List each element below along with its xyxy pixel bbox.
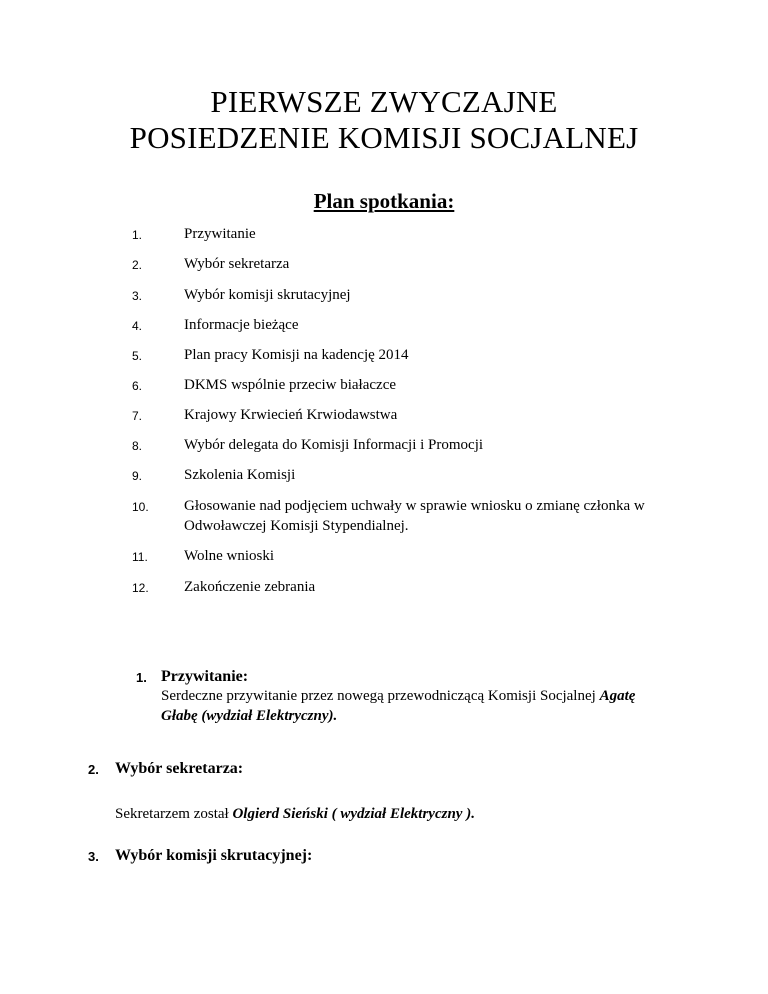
agenda-text: DKMS wspólnie przeciw białaczce [184,377,397,393]
agenda-number: 1. [132,228,143,242]
agenda-number: 6. [132,379,143,393]
agenda-number: 3. [132,289,143,303]
chair-name: Agatę [599,688,636,704]
plan-heading: Plan spotkania: [313,189,455,213]
agenda-text: Zakończenie zebrania [184,579,316,595]
agenda-number: 8. [132,439,143,453]
agenda-text: Odwoławczej Komisji Stypendialnej. [184,518,409,534]
section-heading: Wybór sekretarza: [115,760,244,777]
agenda-text: Wybór delegata do Komisji Informacji i Promocji [184,437,484,453]
agenda-text: Wybór sekretarza [184,256,290,272]
agenda-text: Wolne wnioski [184,548,275,564]
section-1-body [161,686,741,726]
section-heading: Przywitanie: [161,668,249,685]
agenda-number: 12. [132,581,149,595]
secretary-name: Olgierd Sieński ( wydział Elektryczny ). [232,806,475,822]
agenda-number: 2. [132,258,143,272]
agenda-number: 11. [132,550,148,564]
section-number: 2. [88,762,99,777]
agenda-number: 9. [132,469,143,483]
title-line-1: PIERWSZE ZWYCZAJNE [210,84,558,119]
agenda-text: Głosowanie nad podjęciem uchwały w sprawie wniosku o zmianę członka w [184,498,645,514]
agenda-number: 5. [132,349,143,363]
agenda-number: 4. [132,319,143,333]
section-number: 3. [88,849,99,864]
agenda-text: Wybór komisji skrutacyjnej [184,287,351,303]
agenda-text: Krajowy Krwiecień Krwiodawstwa [184,407,398,423]
chair-name-continuation: Głabę (wydział Elektryczny). [161,708,338,724]
section-2-body [115,804,735,824]
agenda-number: 7. [132,409,143,423]
agenda-number: 10. [132,500,149,514]
body-text: Serdeczne przywitanie przez nowegą przewodniczącą Komisji Socjalnej [161,688,600,704]
title-line-2: POSIEDZENIE KOMISJI SOCJALNEJ [129,120,639,155]
section-heading: Wybór komisji skrutacyjnej: [115,847,313,864]
agenda-text: Szkolenia Komisji [184,467,296,483]
agenda-text: Plan pracy Komisji na kadencję 2014 [184,347,409,363]
agenda-text: Przywitanie [184,226,256,242]
agenda-text: Informacje bieżące [184,317,299,333]
section-number: 1. [136,670,147,685]
body-text: Sekretarzem został [115,806,233,822]
